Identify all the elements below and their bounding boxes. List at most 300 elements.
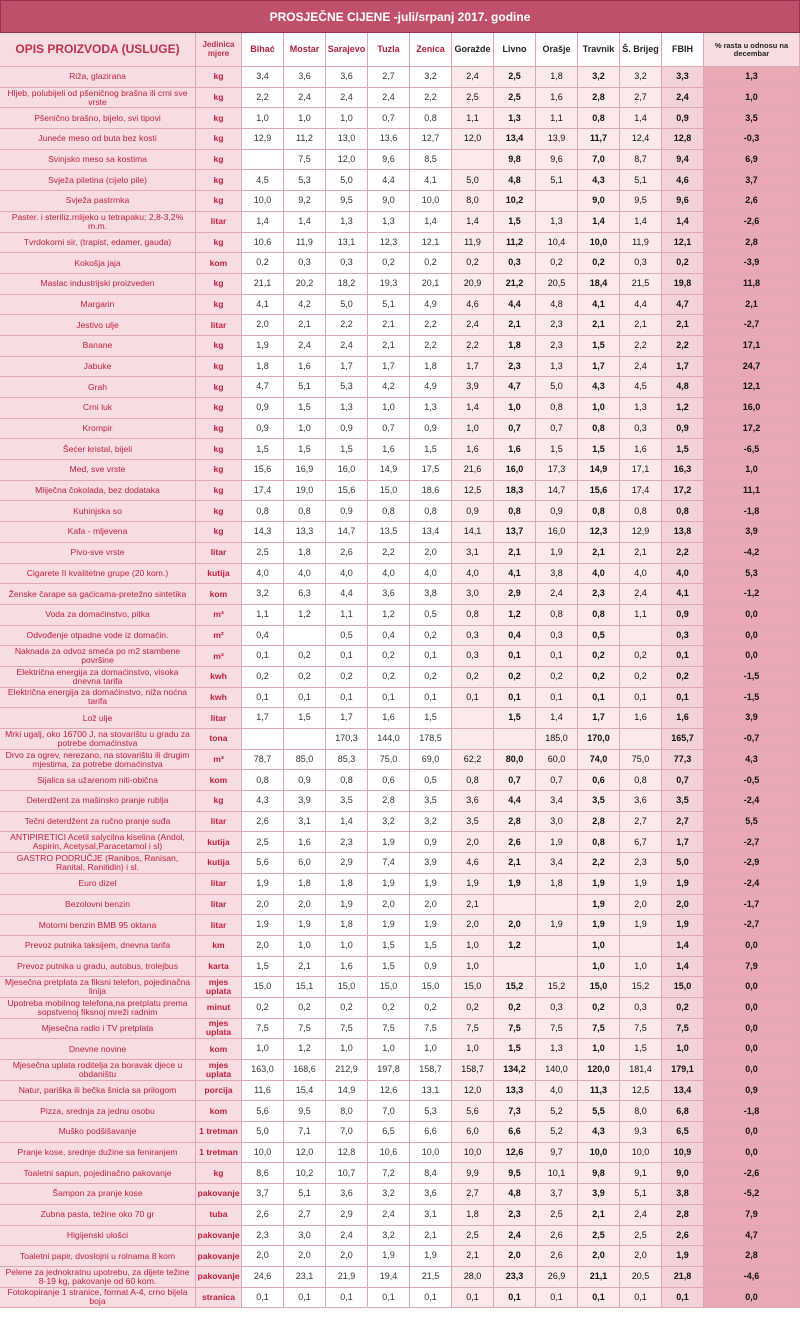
price-cell: 2,3 [536, 336, 578, 357]
fbih-average: 2,1 [662, 315, 704, 336]
item-unit: kom [196, 1101, 242, 1122]
price-cell [452, 150, 494, 171]
price-cell: 2,9 [494, 584, 536, 605]
price-cell: 1,8 [326, 874, 368, 895]
price-cell: 15,6 [578, 481, 620, 502]
price-cell: 0,3 [494, 253, 536, 274]
price-cell: 1,0 [620, 957, 662, 978]
price-cell: 15,2 [536, 977, 578, 998]
price-cell: 1,4 [620, 108, 662, 129]
item-unit: litar [196, 874, 242, 895]
price-cell: 3,5 [452, 812, 494, 833]
item-description: Grah [0, 377, 196, 398]
price-cell: 4,0 [452, 564, 494, 585]
price-cell: 0,1 [410, 1288, 452, 1309]
item-unit: m³ [196, 646, 242, 667]
price-cell: 8,6 [242, 1163, 284, 1184]
price-cell: 0,9 [284, 770, 326, 791]
price-cell: 1,7 [368, 357, 410, 378]
price-cell: 9,1 [620, 1163, 662, 1184]
price-cell: 9,8 [494, 150, 536, 171]
fbih-average: 0,3 [662, 626, 704, 647]
price-cell: 3,5 [326, 791, 368, 812]
price-cell: 2,1 [494, 543, 536, 564]
price-cell: 0,2 [368, 253, 410, 274]
change-percent: 12,1 [704, 377, 800, 398]
price-cell: 0,8 [620, 770, 662, 791]
price-cell: 1,0 [452, 1039, 494, 1060]
price-cell: 1,5 [494, 708, 536, 729]
price-cell: 16,9 [284, 460, 326, 481]
change-percent: 1,3 [704, 67, 800, 88]
item-description: Ženske čarape sa gaćicama-pretežno sintetika [0, 584, 196, 605]
price-cell: 15,0 [368, 977, 410, 998]
price-cell [452, 708, 494, 729]
price-cell: 2,4 [368, 88, 410, 109]
price-table [0, 33, 800, 1330]
fbih-average: 0,9 [662, 108, 704, 129]
price-cell: 19,0 [284, 481, 326, 502]
price-cell: 1,9 [410, 1246, 452, 1267]
price-cell: 3,9 [410, 853, 452, 874]
price-cell: 17,5 [410, 460, 452, 481]
price-cell: 2,1 [284, 957, 326, 978]
price-cell: 1,3 [620, 398, 662, 419]
price-cell: 11,7 [578, 129, 620, 150]
price-cell: 2,7 [620, 88, 662, 109]
page-title: PROSJEČNE CIJENE -juli/srpanj 2017. godine [0, 0, 800, 33]
change-percent: -2,6 [704, 1163, 800, 1184]
price-cell: 13,9 [536, 129, 578, 150]
price-cell: 1,0 [242, 108, 284, 129]
price-cell: 0,8 [368, 501, 410, 522]
fbih-average: 3,3 [662, 67, 704, 88]
change-percent: -0,3 [704, 129, 800, 150]
fbih-average: 1,7 [662, 832, 704, 853]
item-description: Pranje kose, srednje dužine sa feniranjem [0, 1143, 196, 1164]
fbih-average: 1,2 [662, 398, 704, 419]
price-cell: 2,4 [620, 1205, 662, 1226]
price-cell: 140,0 [536, 1060, 578, 1081]
item-unit: kg [196, 439, 242, 460]
price-cell: 0,2 [368, 646, 410, 667]
price-cell: 0,1 [368, 1288, 410, 1309]
price-cell: 4,0 [368, 564, 410, 585]
price-cell: 13,4 [494, 129, 536, 150]
price-cell: 20,9 [452, 274, 494, 295]
price-cell: 4,6 [452, 853, 494, 874]
item-description: Kokošja jaja [0, 253, 196, 274]
fbih-average: 0,2 [662, 667, 704, 688]
price-cell: 21,5 [620, 274, 662, 295]
price-cell: 1,7 [452, 357, 494, 378]
price-cell: 3,8 [536, 564, 578, 585]
item-unit: kg [196, 150, 242, 171]
item-description: Toaletni papir, dvoslojni u rolnama 8 kom [0, 1246, 196, 1267]
price-cell: 120,0 [578, 1060, 620, 1081]
price-cell: 2,0 [452, 832, 494, 853]
price-cell: 3,2 [242, 584, 284, 605]
change-percent: 0,0 [704, 1060, 800, 1081]
price-cell: 2,3 [578, 584, 620, 605]
item-unit: pakovanje [196, 1184, 242, 1205]
price-cell: 9,3 [620, 1122, 662, 1143]
price-cell: 10,7 [326, 1163, 368, 1184]
price-cell: 2,4 [368, 1205, 410, 1226]
price-cell: 10,0 [242, 1143, 284, 1164]
price-cell: 1,0 [452, 957, 494, 978]
change-percent: 2,8 [704, 233, 800, 254]
price-cell: 1,0 [326, 936, 368, 957]
price-cell: 10,0 [410, 1143, 452, 1164]
price-cell: 0,1 [326, 688, 368, 709]
price-cell: 2,0 [452, 915, 494, 936]
price-cell: 3,1 [452, 543, 494, 564]
price-cell: 1,4 [452, 212, 494, 233]
price-cell: 0,1 [242, 646, 284, 667]
price-cell: 69,0 [410, 750, 452, 771]
item-description: Paster. i steriliz.mlijeko u tetrapaku; 2,8-3,2% m.m. [0, 212, 196, 233]
price-cell: 0,5 [410, 605, 452, 626]
price-cell: 2,7 [452, 1184, 494, 1205]
price-cell: 85,0 [284, 750, 326, 771]
fbih-average: 179,1 [662, 1060, 704, 1081]
price-cell: 0,9 [410, 957, 452, 978]
change-percent: 2,6 [704, 191, 800, 212]
price-cell: 4,5 [620, 377, 662, 398]
price-cell: 5,1 [620, 170, 662, 191]
fbih-average: 4,0 [662, 564, 704, 585]
price-cell: 0,2 [452, 667, 494, 688]
price-cell: 2,1 [620, 543, 662, 564]
price-cell: 20,5 [620, 1267, 662, 1288]
price-cell: 12,0 [284, 1143, 326, 1164]
price-cell [284, 626, 326, 647]
price-cell: 1,4 [536, 708, 578, 729]
price-cell: 2,0 [620, 1246, 662, 1267]
price-cell: 9,9 [452, 1163, 494, 1184]
fbih-average: 3,8 [662, 1184, 704, 1205]
price-cell: 3,6 [368, 584, 410, 605]
price-cell: 0,8 [620, 501, 662, 522]
price-cell: 1,1 [536, 108, 578, 129]
item-unit: tona [196, 729, 242, 750]
price-cell: 1,0 [242, 1039, 284, 1060]
change-percent: 6,9 [704, 150, 800, 171]
price-cell: 2,1 [620, 315, 662, 336]
item-description: Svinjsko meso sa kostima [0, 150, 196, 171]
fbih-average: 2,7 [662, 812, 704, 833]
change-percent: 16,0 [704, 398, 800, 419]
price-cell: 6,0 [452, 1122, 494, 1143]
item-description: Pivo-sve vrste [0, 543, 196, 564]
price-cell: 3,1 [284, 812, 326, 833]
price-cell: 15,2 [494, 977, 536, 998]
price-cell: 2,7 [368, 67, 410, 88]
fbih-average: 12,8 [662, 129, 704, 150]
price-cell: 0,2 [452, 998, 494, 1019]
price-cell: 16,0 [326, 460, 368, 481]
item-description: Upotreba mobilnog telefona,na pretplatu prema sopstvenoj fiksnoj mreži radnim [0, 998, 196, 1019]
price-cell: 1,3 [410, 398, 452, 419]
price-cell: 10,6 [242, 233, 284, 254]
price-cell: 23,3 [494, 1267, 536, 1288]
price-cell: 8,0 [326, 1101, 368, 1122]
item-description: Hljeb, polubijeli od pšeničnog brašna ili crni sve vrste [0, 88, 196, 109]
price-cell: 0,4 [494, 626, 536, 647]
price-cell: 10,2 [284, 1163, 326, 1184]
price-cell: 2,7 [620, 812, 662, 833]
price-cell: 0,8 [578, 832, 620, 853]
item-unit: km [196, 936, 242, 957]
price-cell: 8,0 [452, 191, 494, 212]
price-cell: 17,4 [242, 481, 284, 502]
price-cell: 15,1 [284, 977, 326, 998]
price-cell: 17,4 [620, 481, 662, 502]
price-cell: 1,9 [284, 915, 326, 936]
price-cell: 1,5 [284, 439, 326, 460]
price-cell [452, 729, 494, 750]
fbih-average: 21,8 [662, 1267, 704, 1288]
price-cell: 2,1 [494, 853, 536, 874]
price-cell: 62,2 [452, 750, 494, 771]
price-cell: 2,0 [242, 936, 284, 957]
item-description: Tvrdokorni sir, (trapist, edamer, gauda) [0, 233, 196, 254]
price-cell: 10,6 [368, 1143, 410, 1164]
price-cell: 85,3 [326, 750, 368, 771]
price-cell: 4,8 [494, 1184, 536, 1205]
price-cell: 4,6 [452, 295, 494, 316]
item-description: Pizza, srednja za jednu osobu [0, 1101, 196, 1122]
price-cell: 12,1 [410, 233, 452, 254]
price-cell: 2,0 [494, 1246, 536, 1267]
price-cell: 0,8 [536, 605, 578, 626]
price-cell: 4,4 [494, 295, 536, 316]
fbih-average: 2,2 [662, 543, 704, 564]
price-cell: 5,6 [452, 1101, 494, 1122]
price-cell: 10,4 [536, 233, 578, 254]
price-cell: 1,7 [578, 357, 620, 378]
price-cell: 2,0 [242, 1246, 284, 1267]
item-description: Euro dizel [0, 874, 196, 895]
price-cell: 4,9 [410, 377, 452, 398]
price-cell: 4,3 [578, 1122, 620, 1143]
price-cell: 8,4 [410, 1163, 452, 1184]
item-unit: porcija [196, 1081, 242, 1102]
price-cell: 0,3 [284, 253, 326, 274]
price-cell: 4,0 [410, 564, 452, 585]
item-unit: kg [196, 129, 242, 150]
price-cell: 0,2 [326, 667, 368, 688]
price-cell: 0,4 [242, 626, 284, 647]
price-cell: 1,8 [536, 67, 578, 88]
price-cell: 212,9 [326, 1060, 368, 1081]
price-cell: 0,8 [284, 501, 326, 522]
price-cell: 14,9 [368, 460, 410, 481]
fbih-average: 77,3 [662, 750, 704, 771]
price-cell: 2,0 [242, 895, 284, 916]
price-cell: 2,8 [368, 791, 410, 812]
change-percent: 0,0 [704, 1122, 800, 1143]
fbih-average: 13,4 [662, 1081, 704, 1102]
price-cell: 7,3 [494, 1101, 536, 1122]
item-description: Svježa piletina (cijelo pile) [0, 170, 196, 191]
item-unit: kg [196, 522, 242, 543]
price-cell: 0,3 [452, 646, 494, 667]
price-cell: 11,2 [284, 129, 326, 150]
item-unit: pakovanje [196, 1267, 242, 1288]
price-cell: 4,1 [242, 295, 284, 316]
change-percent: -6,5 [704, 439, 800, 460]
price-cell: 0,2 [410, 626, 452, 647]
item-description: Odvođenje otpadne vode iz domaćin. [0, 626, 196, 647]
price-cell: 0,1 [536, 688, 578, 709]
item-unit: mjes uplata [196, 1019, 242, 1040]
price-cell: 185,0 [536, 729, 578, 750]
price-cell: 163,0 [242, 1060, 284, 1081]
price-cell: 0,1 [620, 688, 662, 709]
change-percent: -0,5 [704, 770, 800, 791]
item-description: Maslac industrijski proizveden [0, 274, 196, 295]
price-cell: 16,0 [494, 460, 536, 481]
fbih-average: 16,3 [662, 460, 704, 481]
price-cell: 0,9 [452, 501, 494, 522]
price-cell: 1,6 [368, 439, 410, 460]
price-cell: 2,7 [284, 1205, 326, 1226]
price-cell: 7,1 [284, 1122, 326, 1143]
price-cell: 12,3 [578, 522, 620, 543]
item-unit: m³ [196, 750, 242, 771]
price-cell: 80,0 [494, 750, 536, 771]
change-percent: 17,2 [704, 419, 800, 440]
item-unit: karta [196, 957, 242, 978]
price-cell: 2,5 [494, 88, 536, 109]
price-cell: 5,6 [242, 1101, 284, 1122]
item-description: Kafa - mljevena [0, 522, 196, 543]
price-cell: 10,2 [494, 191, 536, 212]
fbih-average: 0,1 [662, 646, 704, 667]
price-cell: 9,5 [494, 1163, 536, 1184]
price-cell: 2,5 [242, 832, 284, 853]
price-cell: 15,0 [326, 977, 368, 998]
price-cell: 4,0 [536, 1081, 578, 1102]
price-cell: 0,7 [536, 419, 578, 440]
price-cell: 7,5 [242, 1019, 284, 1040]
price-cell: 2,2 [578, 853, 620, 874]
price-cell: 20,2 [284, 274, 326, 295]
item-description: Mliječna čokolada, bez dodataka [0, 481, 196, 502]
price-cell: 2,6 [536, 1226, 578, 1247]
price-cell: 1,0 [578, 936, 620, 957]
price-cell: 2,5 [452, 88, 494, 109]
price-cell: 2,0 [368, 895, 410, 916]
item-unit: kutija [196, 564, 242, 585]
price-cell: 0,2 [242, 253, 284, 274]
price-cell: 2,4 [284, 336, 326, 357]
price-cell: 15,0 [410, 977, 452, 998]
price-cell: 0,1 [242, 1288, 284, 1309]
price-cell: 3,2 [578, 67, 620, 88]
item-unit: kg [196, 357, 242, 378]
price-cell: 4,5 [242, 170, 284, 191]
price-cell [494, 957, 536, 978]
price-cell: 1,9 [452, 874, 494, 895]
price-cell: 2,0 [494, 915, 536, 936]
item-description: Bezolovni benzin [0, 895, 196, 916]
price-cell: 178,5 [410, 729, 452, 750]
item-description: Sijalica sa užarenom niti-obična [0, 770, 196, 791]
price-cell: 17,3 [536, 460, 578, 481]
price-cell: 2,2 [410, 88, 452, 109]
price-cell: 21,5 [410, 1267, 452, 1288]
price-cell: 0,2 [410, 667, 452, 688]
fbih-average: 1,9 [662, 874, 704, 895]
item-description: Voda za domaćinstvo, pitka [0, 605, 196, 626]
price-cell: 2,6 [494, 832, 536, 853]
fbih-average: 4,6 [662, 170, 704, 191]
price-cell: 1,5 [410, 708, 452, 729]
fbih-average: 13,8 [662, 522, 704, 543]
header-city: Bihać [242, 33, 284, 67]
price-cell: 2,6 [326, 543, 368, 564]
price-cell: 21,9 [326, 1267, 368, 1288]
fbih-average: 2,6 [662, 1226, 704, 1247]
price-cell: 5,0 [452, 170, 494, 191]
price-cell: 9,5 [326, 191, 368, 212]
item-unit: tuba [196, 1205, 242, 1226]
price-cell: 0,6 [578, 770, 620, 791]
price-cell: 0,2 [284, 667, 326, 688]
price-cell: 14,1 [452, 522, 494, 543]
price-cell: 1,6 [620, 708, 662, 729]
change-percent: 0,0 [704, 626, 800, 647]
header-description: OPIS PROIZVODA (USLUGE) [0, 33, 196, 67]
price-cell: 4,1 [578, 295, 620, 316]
item-unit: kg [196, 398, 242, 419]
item-description: Naknada za odvoz smeća po m2 stambene površine [0, 646, 196, 667]
price-cell: 1,9 [578, 895, 620, 916]
price-cell: 21,2 [494, 274, 536, 295]
price-cell: 18,3 [494, 481, 536, 502]
price-cell: 20,1 [410, 274, 452, 295]
price-cell: 2,6 [242, 1205, 284, 1226]
price-cell: 1,6 [536, 88, 578, 109]
item-description: Pelene za jednokratnu upotrebu, za dijete težine 8-19 kg, pakovanje od 60 kom. [0, 1267, 196, 1288]
price-cell: 15,4 [284, 1081, 326, 1102]
price-cell: 1,0 [452, 936, 494, 957]
price-cell [242, 150, 284, 171]
change-percent: 7,9 [704, 957, 800, 978]
fbih-average: 4,1 [662, 584, 704, 605]
change-percent: 24,7 [704, 357, 800, 378]
price-cell: 21,1 [242, 274, 284, 295]
price-cell: 1,6 [284, 357, 326, 378]
price-cell: 1,5 [620, 1039, 662, 1060]
fbih-average: 0,1 [662, 1288, 704, 1309]
price-cell: 1,3 [368, 212, 410, 233]
price-cell: 1,6 [326, 957, 368, 978]
item-unit: pakovanje [196, 1226, 242, 1247]
header-change: % rasta u odnosu na decembar [704, 33, 800, 67]
price-cell: 3,1 [410, 1205, 452, 1226]
price-cell: 1,1 [242, 605, 284, 626]
header-city: Tuzla [368, 33, 410, 67]
price-cell: 3,6 [326, 1184, 368, 1205]
price-cell: 28,0 [452, 1267, 494, 1288]
price-cell: 2,5 [578, 1226, 620, 1247]
price-cell: 4,4 [368, 170, 410, 191]
price-cell: 1,3 [326, 212, 368, 233]
